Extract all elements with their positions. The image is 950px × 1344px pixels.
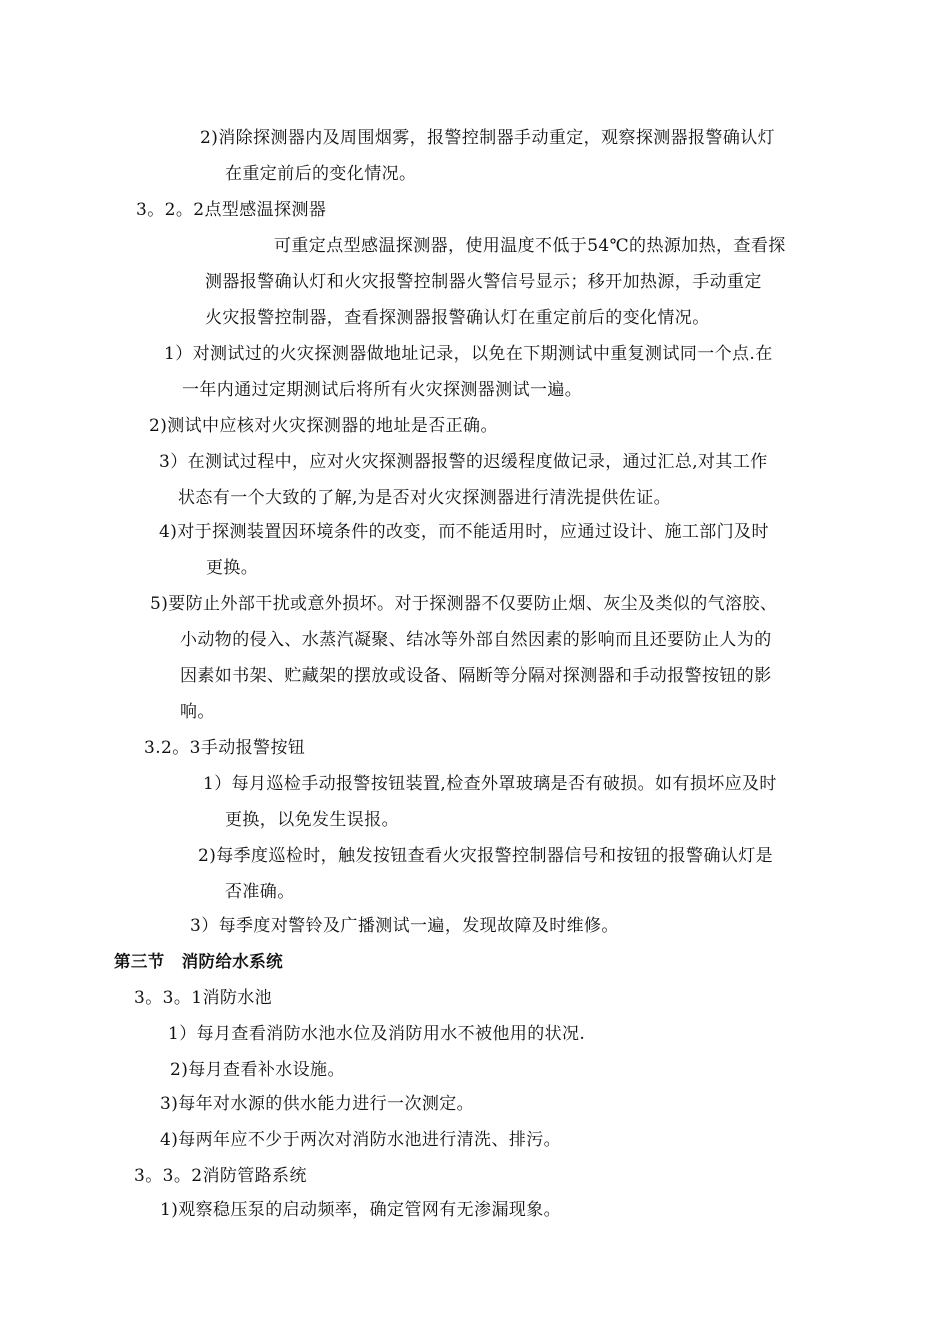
text-line-16: 因素如书架、贮藏架的摆放或设备、隔断等分隔对探测器和手动报警按钮的影 [180,666,772,686]
text-line-10: 3）在测试过程中，应对火灾探测器报警的迟缓程度做记录，通过汇总,对其工作 [159,452,768,472]
text-line-11: 状态有一个大致的了解,为是否对火灾探测器进行清洗提供佐证。 [178,488,672,508]
text-line-29: 4)每两年应不少于两次对消防水池进行清洗、排污。 [160,1130,562,1150]
text-line-19: 1）每月巡检手动报警按钮装置,检查外罩玻璃是否有破损。如有损坏应及时 [203,774,777,794]
text-line-8: 一年内通过定期测试后将所有火灾探测器测试一遍。 [182,380,583,400]
text-line-22: 否准确。 [225,882,295,902]
section-heading-3-3-2: 3。3。2消防管路系统 [134,1166,307,1186]
text-line-14: 5)要防止外部干扰或意外损坏。对于探测器不仅要防止烟、灰尘及类似的气溶胶、 [150,594,778,614]
text-line-6: 火灾报警控制器，查看探测器报警确认灯在重定前后的变化情况。 [205,308,710,328]
text-line-17: 响。 [180,702,215,722]
section-heading-3-2-3: 3.2。3手动报警按钮 [144,738,306,758]
text-line-21: 2)每季度巡检时，触发按钮查看火灾报警控制器信号和按钮的报警确认灯是 [198,846,774,866]
text-line-15: 小动物的侵入、水蒸汽凝聚、结冰等外部自然因素的影响而且还要防止人为的 [180,630,772,650]
text-line-12: 4)对于探测装置因环境条件的改变，而不能适用时，应通过设计、施工部门及时 [159,522,769,542]
text-line-28: 3)每年对水源的供水能力进行一次测定。 [160,1094,475,1114]
text-line-7: 1）对测试过的火灾探测器做地址记录，以免在下期测试中重复测试同一个点.在 [164,344,773,364]
text-line-26: 1）每月查看消防水池水位及消防用水不被他用的状况. [168,1024,586,1044]
section-heading-3-3-1: 3。3。1消防水池 [134,988,273,1008]
text-line-2: 在重定前后的变化情况。 [225,164,417,184]
text-line-31: 1)观察稳压泵的启动频率，确定管网有无渗漏现象。 [160,1200,562,1220]
text-line-1: 2)消除探测器内及周围烟雾，报警控制器手动重定，观察探测器报警确认灯 [200,128,776,148]
text-line-4: 可重定点型感温探测器，使用温度不低于54℃的热源加热，查看探 [274,236,786,256]
text-line-20: 更换，以免发生误报。 [225,810,399,830]
chapter-heading: 第三节 消防给水系统 [114,952,283,971]
text-line-23: 3）每季度对警铃及广播测试一遍，发现故障及时维修。 [190,916,619,936]
text-line-13: 更换。 [206,558,259,578]
text-line-27: 2)每月查看补水设施。 [170,1060,345,1080]
text-line-9: 2)测试中应核对火灾探测器的地址是否正确。 [149,416,498,436]
section-heading-3-2-2: 3。2。2点型感温探测器 [136,200,327,220]
text-line-5: 测器报警确认灯和火灾报警控制器火警信号显示；移开加热源，手动重定 [205,272,762,292]
